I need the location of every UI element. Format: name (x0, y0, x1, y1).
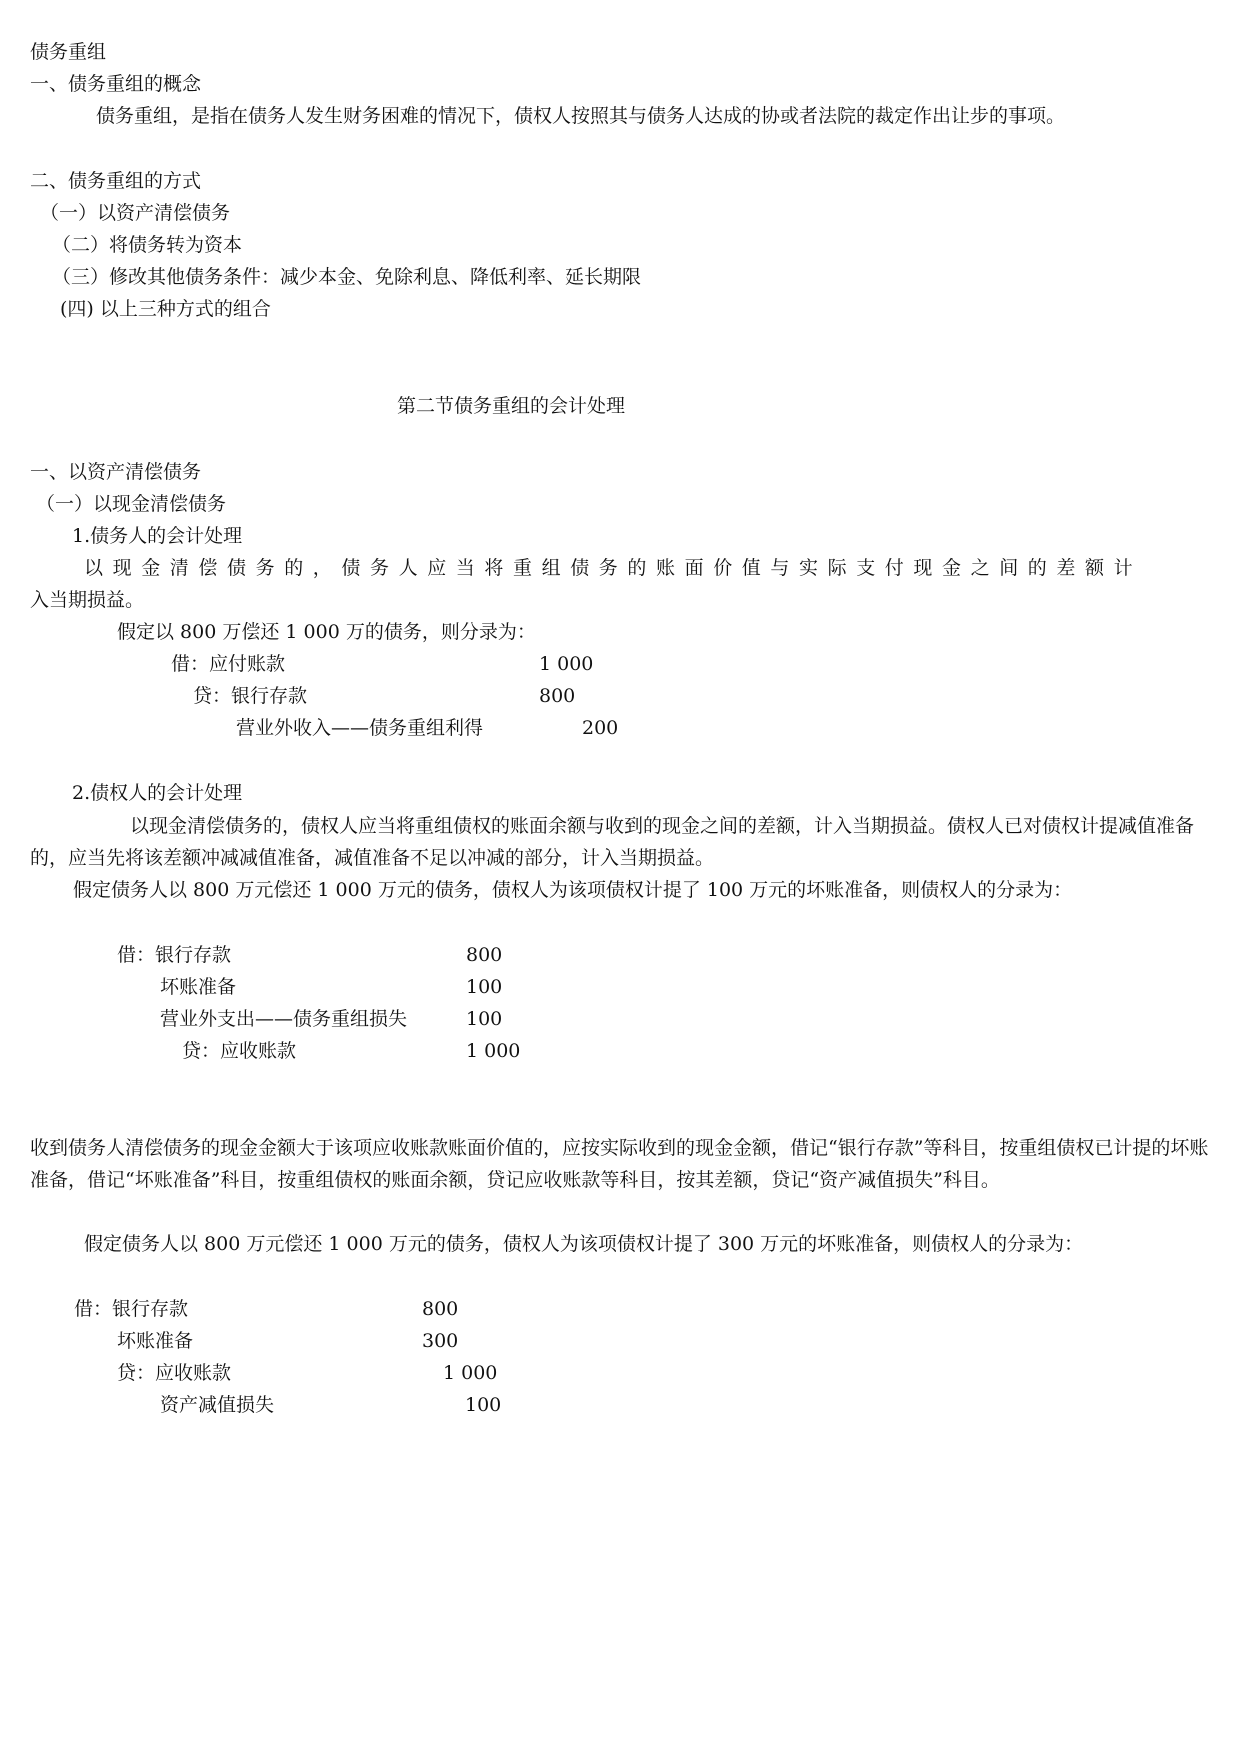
journal-account: 贷：银行存款 (193, 685, 308, 707)
journal-account: 借：银行存款 (117, 944, 232, 966)
method-item: （二）将债务转为资本 (52, 234, 243, 256)
journal-amount: 1 000 (466, 1040, 521, 1062)
section1-definition: 债务重组，是指在债务人发生财务困难的情况下，债权人按照其与债务人达成的协或者法院的裁定作出让步的事项。 (96, 105, 1066, 127)
journal-amount: 300 (422, 1330, 459, 1352)
debtor-heading: 1.债务人的会计处理 (72, 525, 243, 547)
section1-heading: 一、债务重组的概念 (30, 73, 202, 95)
journal-account: 坏账准备 (160, 976, 237, 998)
creditor-example: 假定债务人以 800 万元偿还 1 000 万元的债务，债权人为该项债权计提了 100 万元的坏账准备，则债权人的分录为： (73, 879, 1073, 901)
journal-account: 营业外支出——债务重组损失 (160, 1008, 408, 1030)
creditor-heading: 2.债权人的会计处理 (72, 782, 243, 804)
journal-account: 坏账准备 (117, 1330, 194, 1352)
part1-heading: 一、以资产清偿债务 (30, 461, 202, 483)
creditor-text: 以现金清偿债务的，债权人应当将重组债权的账面余额与收到的现金之间的差额，计入当期损益。债权人已对债权计提减值准备的，应当先将该差额冲减减值准备，减值准备不足以冲减的部分，计入当期损益。 (30, 815, 1195, 869)
journal-amount: 800 (466, 944, 503, 966)
journal-amount: 1 000 (443, 1362, 498, 1384)
journal-account: 借：应付账款 (171, 653, 286, 675)
surplus-text: 收到债务人清偿债务的现金金额大于该项应收账款账面价值的，应按实际收到的现金金额，借记“银行存款”等科目，按重组债权已计提的坏账准备，借记“坏账准备”科目，按重组债权的账面余额，贷记应收账款等科目，按其差额，贷记“资产减值损失”科目。 (30, 1137, 1209, 1191)
journal-amount: 800 (422, 1298, 459, 1320)
method-item: （一）以资产清偿债务 (40, 202, 231, 224)
document-title: 债务重组 (30, 41, 107, 63)
journal-amount: 800 (539, 685, 576, 707)
section2-heading: 二、债务重组的方式 (30, 170, 202, 192)
part1-sub-heading: （一）以现金清偿债务 (36, 493, 227, 515)
chapter-title: 第二节债务重组的会计处理 (397, 395, 626, 417)
method-item: (四) 以上三种方式的组合 (60, 298, 271, 320)
debtor-example: 假定以 800 万偿还 1 000 万的债务，则分录为： (117, 621, 536, 643)
journal-account: 营业外收入——债务重组利得 (236, 717, 484, 739)
journal-amount: 100 (466, 1008, 503, 1030)
debtor-text-line2: 入当期损益。 (30, 589, 145, 611)
method-item: （三）修改其他债务条件：减少本金、免除利息、降低利率、延长期限 (52, 266, 642, 288)
journal-account: 贷：应收账款 (117, 1362, 232, 1384)
journal-amount: 1 000 (539, 653, 594, 675)
surplus-example: 假定债务人以 800 万元偿还 1 000 万元的债务，债权人为该项债权计提了 300 万元的坏账准备，则债权人的分录为： (84, 1233, 1084, 1255)
journal-account: 贷：应收账款 (182, 1040, 297, 1062)
journal-account: 资产减值损失 (160, 1394, 275, 1416)
debtor-text-line1: 以现金清偿债务的，债务人应当将重组债务的账面价值与实际支付现金之间的差额计 (84, 557, 1143, 579)
journal-amount: 100 (466, 976, 503, 998)
journal-amount: 100 (465, 1394, 502, 1416)
journal-amount: 200 (582, 717, 619, 739)
journal-account: 借：银行存款 (74, 1298, 189, 1320)
